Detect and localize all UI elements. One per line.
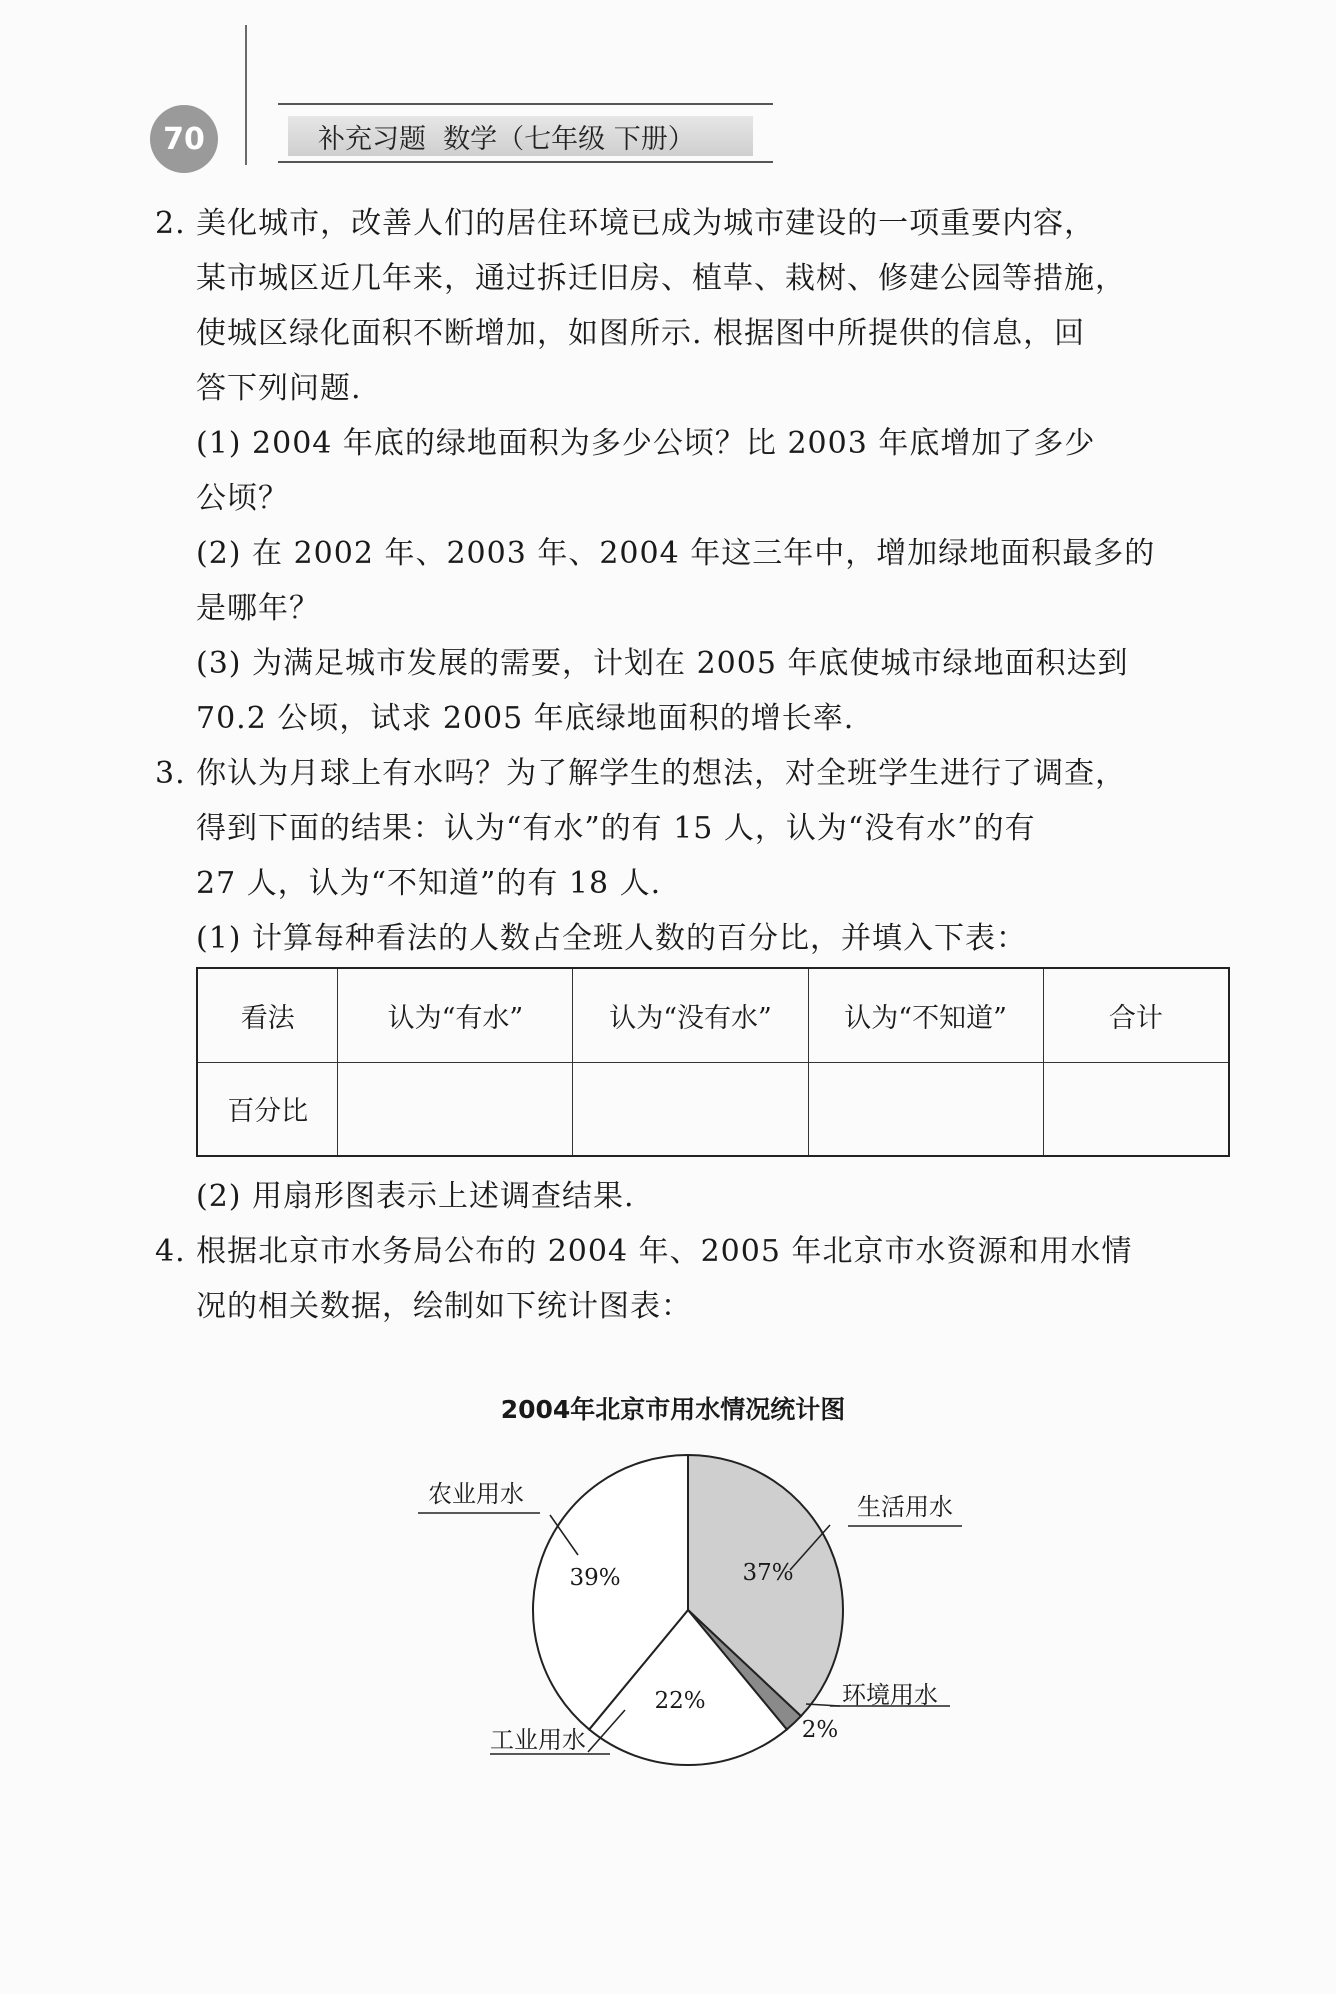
problem3-line: 得到下面的结果：认为“有水”的有 15 人，认为“没有水”的有 (196, 811, 1036, 846)
problem2-line: 2. 美化城市，改善人们的居住环境已成为城市建设的一项重要内容， (155, 206, 1096, 241)
problem3-line: 27 人，认为“不知道”的有 18 人. (196, 866, 662, 901)
table-header-cell: 看法 (197, 968, 338, 1062)
table-row-label: 百分比 (197, 1062, 338, 1156)
table-header-cell: 认为“不知道” (808, 968, 1043, 1062)
slice-label: 环境用水 (842, 1681, 938, 1709)
problem3-question-1: (1) 计算每种看法的人数占全班人数的百分比，并填入下表： (196, 921, 1028, 956)
table-header-cell: 认为“有水” (338, 968, 573, 1062)
problem2-question-2: (2) 在 2002 年、2003 年、2004 年这三年中，增加绿地面积最多的 (196, 536, 1156, 571)
problem2-line: 使城区绿化面积不断增加，如图所示. 根据图中所提供的信息，回 (196, 316, 1086, 351)
slice-label: 生活用水 (857, 1493, 953, 1521)
book-title: 补充习题 数学（七年级 下册） (288, 116, 753, 156)
slice-percent: 2% (801, 1717, 839, 1743)
chart-title: 2004年北京市用水情况统计图 (500, 1395, 846, 1424)
problem3-line: 3. 你认为月球上有水吗？为了解学生的想法，对全班学生进行了调查， (155, 756, 1127, 791)
table-header-cell: 合计 (1043, 968, 1229, 1062)
problem3-question-2: (2) 用扇形图表示上述调查结果. (196, 1179, 635, 1214)
problem2-line: 70.2 公顷，试求 2005 年底绿地面积的增长率. (196, 701, 855, 736)
problem4-line: 4. 根据北京市水务局公布的 2004 年、2005 年北京市水资源和用水情 (155, 1234, 1133, 1269)
problem2-line: 某市城区近几年来，通过拆迁旧房、植草、栽树、修建公园等措施， (196, 261, 1126, 296)
table-header-cell: 认为“没有水” (573, 968, 808, 1062)
problem2-line: 公顷？ (196, 481, 289, 516)
problem2-question-3: (3) 为满足城市发展的需要，计划在 2005 年底使城市绿地面积达到 (196, 646, 1129, 681)
problem2-question-1: (1) 2004 年底的绿地面积为多少公顷？比 2003 年底增加了多少 (196, 426, 1096, 461)
problem2-line: 答下列问题. (196, 371, 362, 406)
slice-label: 农业用水 (428, 1480, 524, 1508)
slice-percent: 39% (569, 1565, 621, 1591)
slice-percent: 22% (654, 1688, 706, 1714)
page-number-badge: 70 (150, 105, 218, 173)
slice-label: 工业用水 (490, 1726, 586, 1754)
slice-percent: 37% (742, 1560, 794, 1586)
problem4-line: 况的相关数据，绘制如下统计图表： (196, 1289, 692, 1324)
problem2-line: 是哪年？ (196, 591, 320, 626)
